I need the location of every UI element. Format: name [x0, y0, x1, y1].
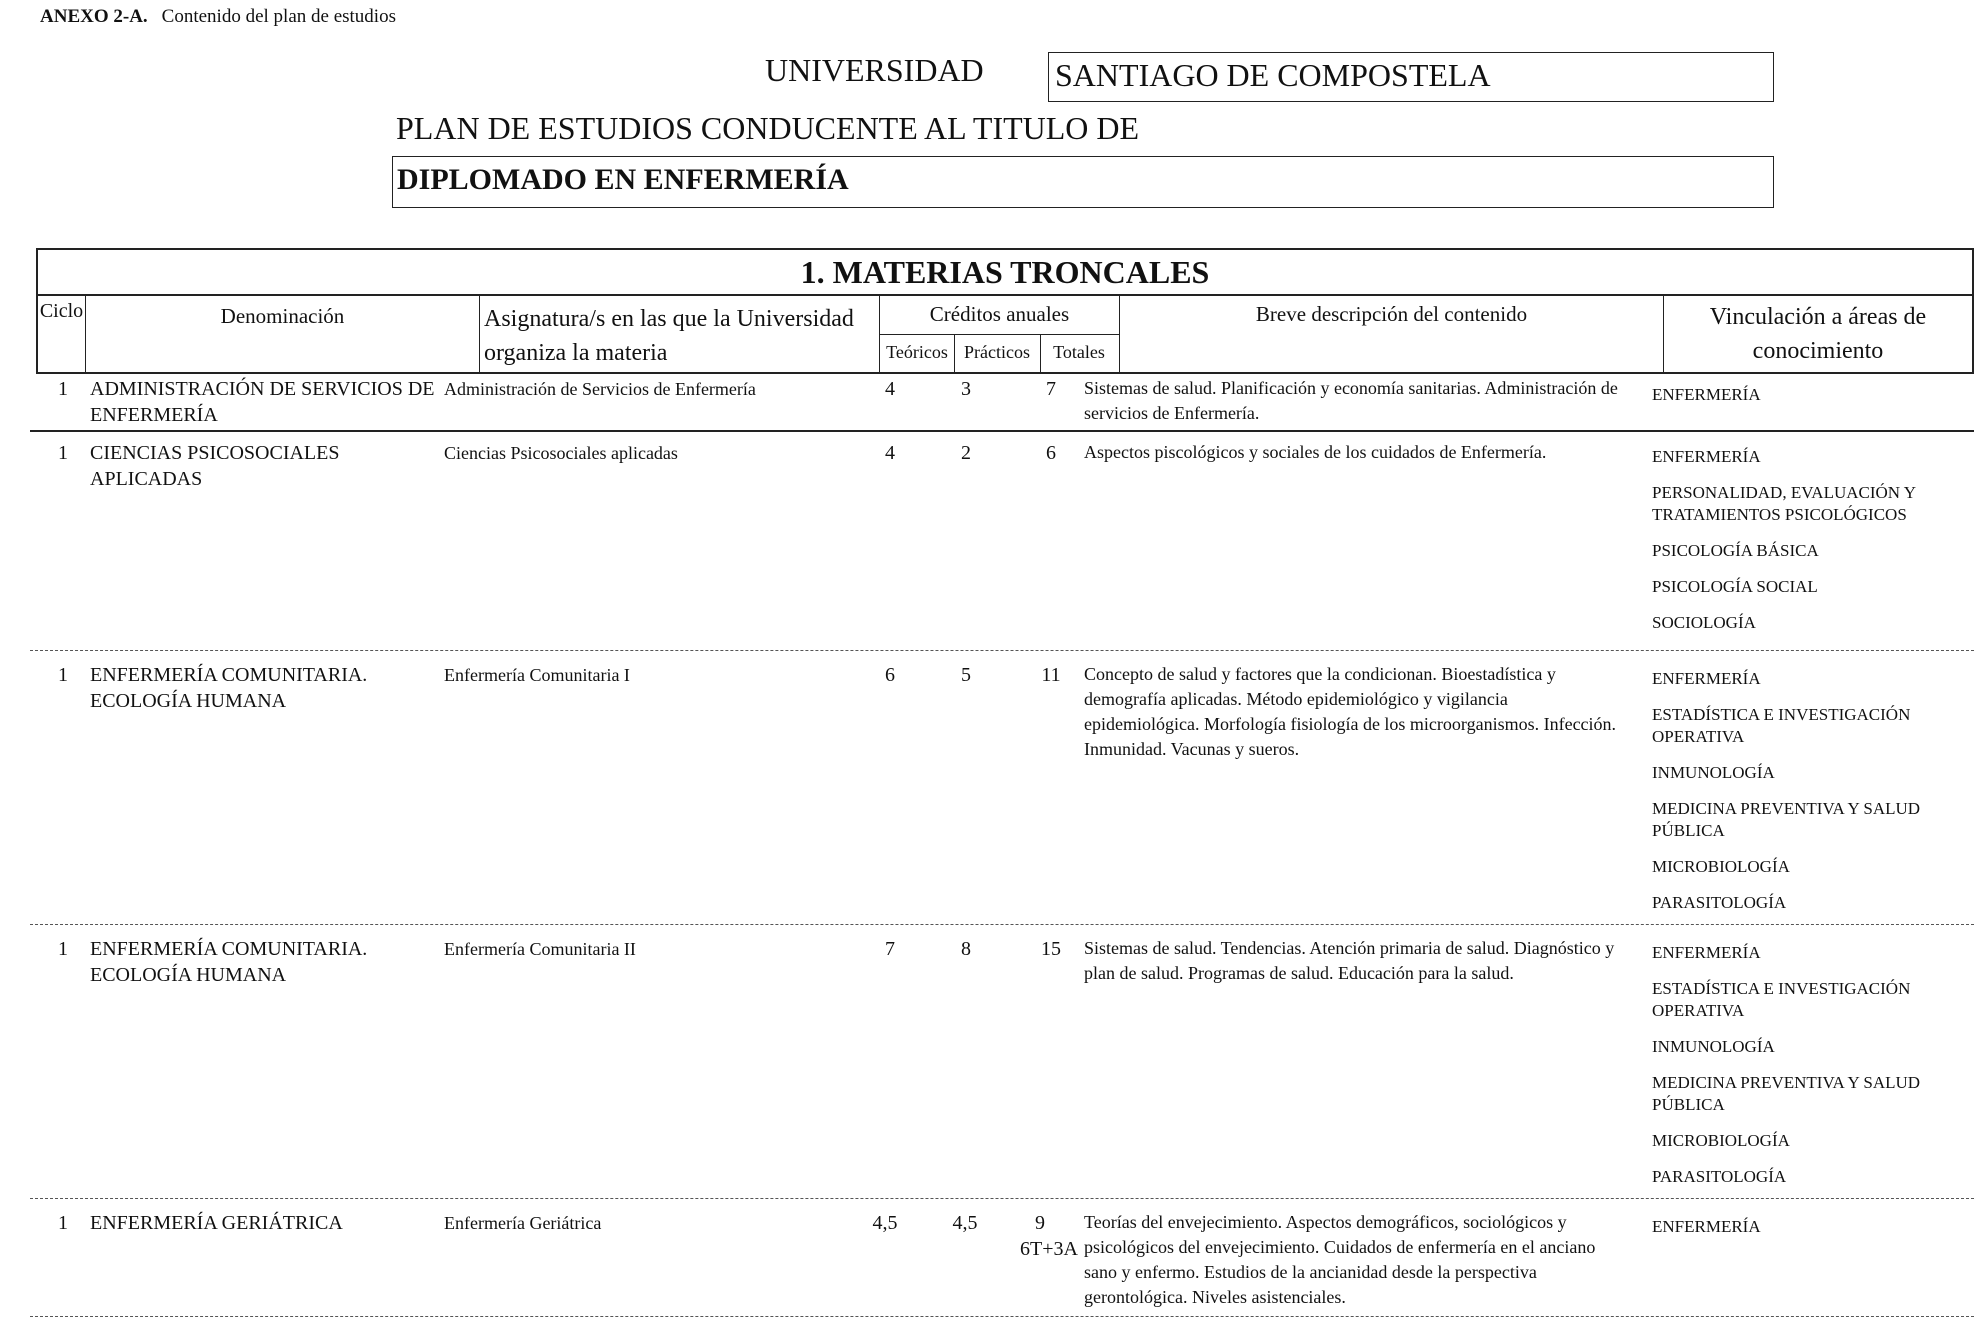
cell-descripcion: Teorías del envejecimiento. Aspectos demográficos, sociológicos y psicológicos del envejecimiento. Cuidados de enfermería en el anciano sano y enfermo. Estudios de la ancianidad desde la perspectiva gerontológica. Niveles asistenciales.: [1084, 1212, 1596, 1307]
col-creditos-group: [880, 296, 1120, 372]
area-item: INMUNOLOGÍA: [1652, 1037, 1775, 1056]
area-item: ENFERMERÍA: [1652, 1217, 1761, 1236]
area-item: INMUNOLOGÍA: [1652, 763, 1775, 782]
col-practicos: Prácticos: [954, 334, 1041, 372]
cell-descripcion: Sistemas de salud. Tendencias. Atención primaria de salud. Diagnóstico y plan de salud. Programas de salud. Educación para la salud.: [1084, 938, 1615, 983]
cell-descripcion: Aspectos piscológicos y sociales de los cuidados de Enfermería.: [1084, 442, 1547, 462]
table-row: [36, 376, 1974, 426]
area-item: MEDICINA PREVENTIVA Y SALUD PÚBLICA: [1652, 1073, 1921, 1114]
area-item: MICROBIOLOGÍA: [1652, 857, 1790, 876]
area-item: ENFERMERÍA: [1652, 447, 1761, 466]
cell-practicos: 5: [961, 664, 971, 686]
cell-denominacion: ENFERMERÍA COMUNITARIA. ECOLOGÍA HUMANA: [90, 664, 368, 712]
cell-denominacion: ADMINISTRACIÓN DE SERVICIOS DE ENFERMERÍA: [90, 378, 435, 426]
cell-practicos: 2: [961, 442, 971, 464]
cell-teoricos: 6: [885, 664, 895, 686]
annex-heading: [40, 6, 396, 28]
row-divider: [30, 1316, 1974, 1317]
table-row: [36, 1210, 1974, 1320]
col-denominacion: Denominación: [86, 296, 480, 372]
cell-descripcion: Concepto de salud y factores que la condicionan. Bioestadística y demografía aplicadas. Método epidemiológico y vigilancia epidemiológica. Morfología fisiología de los microorganismos. Infección. Inmunidad. Vacunas y sueros.: [1084, 664, 1617, 759]
area-item: PARASITOLOGÍA: [1652, 893, 1787, 912]
cell-asignatura: Enfermería Geriátrica: [444, 1213, 602, 1233]
area-item: PARASITOLOGÍA: [1652, 1167, 1787, 1186]
row-divider: [30, 650, 1974, 651]
col-asignatura: Asignatura/s en las que la Universidad organiza la materia: [480, 296, 880, 372]
cell-practicos: 4,5: [952, 1212, 978, 1234]
cell-areas: [1652, 668, 1952, 928]
table-title: 1. MATERIAS TRONCALES: [36, 248, 1974, 296]
cell-teoricos: 4: [885, 442, 895, 464]
area-item: ENFERMERÍA: [1652, 943, 1761, 962]
university-name: SANTIAGO DE COMPOSTELA: [1048, 52, 1774, 102]
cell-totales: 15: [1041, 938, 1061, 960]
area-item: PSICOLOGÍA BÁSICA: [1652, 541, 1819, 560]
annex-title: Contenido del plan de estudios: [161, 6, 396, 27]
cell-asignatura: Administración de Servicios de Enfermería: [444, 379, 756, 399]
cell-totales: 9: [1035, 1212, 1045, 1234]
cell-totales: 6: [1046, 442, 1056, 464]
cell-totales-group: [1002, 1210, 1078, 1262]
area-item: ESTADÍSTICA E INVESTIGACIÓN OPERATIVA: [1652, 705, 1911, 746]
col-ciclo: Ciclo: [38, 296, 86, 372]
cell-asignatura: Enfermería Comunitaria I: [444, 665, 630, 685]
cell-teoricos: 4,5: [872, 1212, 898, 1234]
cell-ciclo: 1: [58, 442, 68, 464]
area-item: PSICOLOGÍA SOCIAL: [1652, 577, 1818, 596]
cell-areas: [1652, 942, 1952, 1202]
area-item: PERSONALIDAD, EVALUACIÓN Y TRATAMIENTOS PSICOLÓGICOS: [1652, 483, 1916, 524]
cell-ciclo: 1: [58, 1212, 68, 1234]
area-item: ENFERMERÍA: [1652, 385, 1761, 404]
area-item: MEDICINA PREVENTIVA Y SALUD PÚBLICA: [1652, 799, 1921, 840]
cell-areas: [1652, 446, 1952, 648]
cell-denominacion: CIENCIAS PSICOSOCIALES APLICADAS: [90, 442, 340, 490]
cell-teoricos: 4: [885, 378, 895, 400]
cell-denominacion: ENFERMERÍA GERIÁTRICA: [90, 1212, 343, 1234]
annex-code: ANEXO 2-A.: [40, 6, 148, 27]
table-row: [36, 936, 1974, 1186]
row-divider: [30, 1198, 1974, 1199]
university-label: UNIVERSIDAD: [765, 52, 984, 88]
cell-asignatura: Enfermería Comunitaria II: [444, 939, 636, 959]
col-vinculacion: Vinculación a áreas de conocimiento: [1709, 304, 1927, 364]
cell-asignatura: Ciencias Psicosociales aplicadas: [444, 443, 678, 463]
area-item: ENFERMERÍA: [1652, 669, 1761, 688]
area-item: MICROBIOLOGÍA: [1652, 1131, 1790, 1150]
row-divider: [30, 430, 1974, 432]
cell-denominacion: ENFERMERÍA COMUNITARIA. ECOLOGÍA HUMANA: [90, 938, 368, 986]
cell-practicos: 3: [961, 378, 971, 400]
col-descripcion: Breve descripción del contenido: [1120, 296, 1664, 372]
area-item: SOCIOLOGÍA: [1652, 613, 1756, 632]
degree-title: DIPLOMADO EN ENFERMERÍA: [392, 156, 1774, 208]
table-row: [36, 662, 1974, 912]
cell-areas: [1652, 1216, 1952, 1252]
cell-totales: 7: [1046, 378, 1056, 400]
cell-teoricos: 7: [885, 938, 895, 960]
area-item: ESTADÍSTICA E INVESTIGACIÓN OPERATIVA: [1652, 979, 1911, 1020]
table-header: [36, 296, 1974, 374]
col-totales: Totales: [1053, 342, 1105, 362]
col-creditos: Créditos anuales: [880, 296, 1119, 335]
plan-label: PLAN DE ESTUDIOS CONDUCENTE AL TITULO DE: [396, 110, 1140, 146]
cell-ciclo: 1: [58, 664, 68, 686]
cell-totales: 11: [1041, 664, 1061, 686]
cell-descripcion: Sistemas de salud. Planificación y economía sanitarias. Administración de servicios de Enfermería.: [1084, 378, 1618, 423]
row-divider: [30, 924, 1974, 925]
col-teoricos: Teóricos: [880, 334, 955, 372]
cell-areas: [1652, 384, 1952, 420]
table-row: [36, 440, 1974, 640]
cell-ciclo: 1: [58, 938, 68, 960]
cell-ciclo: 1: [58, 378, 68, 400]
cell-practicos: 8: [961, 938, 971, 960]
cell-totales-extra: 6T+3A: [1020, 1238, 1078, 1260]
